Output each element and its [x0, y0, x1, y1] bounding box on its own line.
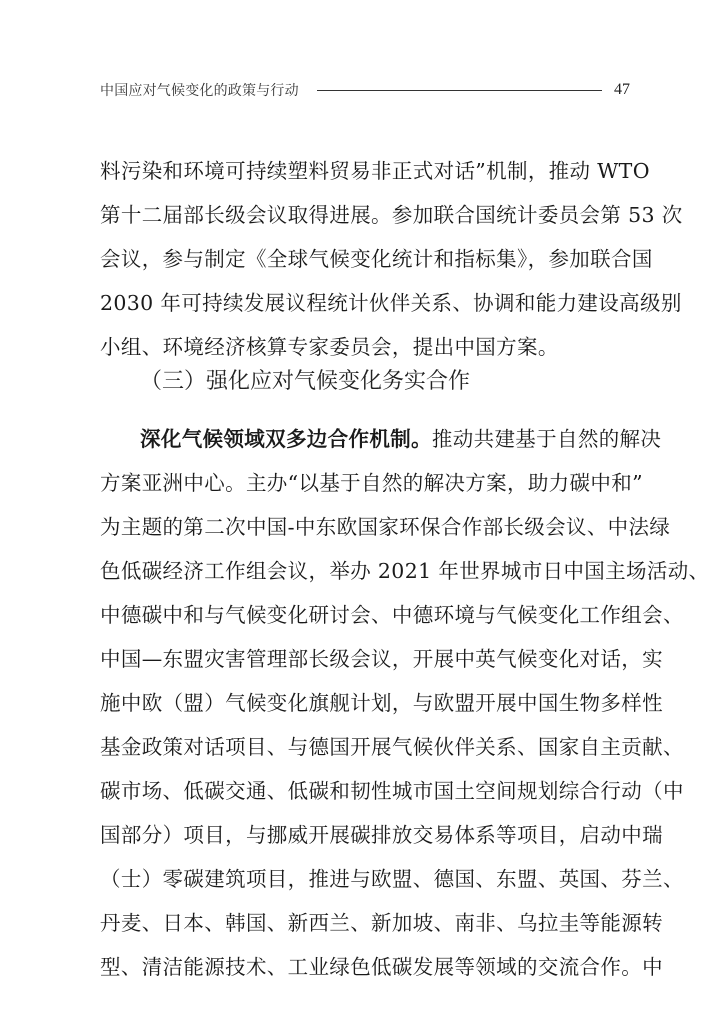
- section-heading: （三）强化应对气候变化务实合作: [140, 369, 471, 394]
- text-line: （士）零碳建筑项目，推进与欧盟、德国、东盟、英国、芬兰、: [100, 867, 684, 891]
- text-line: 为主题的第二次中国-中东欧国家环保合作部长级会议、中法绿: [100, 515, 671, 539]
- text-line: 会议，参与制定《全球气候变化统计和指标集》，参加联合国: [100, 247, 653, 271]
- text-line: 小组、环境经济核算专家委员会，提出中国方案。: [100, 335, 559, 359]
- text-line: 型、清洁能源技术、工业绿色低碳发展等领域的交流合作。中: [100, 955, 663, 979]
- header-title: 中国应对气候变化的政策与行动: [100, 83, 299, 99]
- running-header: [100, 78, 630, 102]
- page-number: 47: [614, 81, 630, 98]
- text-line: 施中欧（盟）气候变化旗舰计划，与欧盟开展中国生物多样性: [100, 691, 663, 715]
- text-line: 中德碳中和与气候变化研讨会、中德环境与气候变化工作组会、: [100, 603, 684, 627]
- text-line: 碳市场、低碳交通、低碳和韧性城市国土空间规划综合行动（中: [100, 779, 684, 803]
- text-line: 国部分）项目，与挪威开展碳排放交易体系等项目，启动中瑞: [100, 823, 663, 847]
- text-line: 丹麦、日本、韩国、新西兰、新加坡、南非、乌拉圭等能源转: [100, 911, 663, 935]
- text-line: 基金政策对话项目、与德国开展气候伙伴关系、国家自主贡献、: [100, 735, 684, 759]
- lead-bold-phrase: 深化气候领域双多边合作机制。: [140, 427, 432, 451]
- text-line: 色低碳经济工作组会议，举办 2021 年世界城市日中国主场活动、: [100, 559, 710, 583]
- text-line: 2030 年可持续发展议程统计伙伴关系、协调和能力建设高级别: [100, 291, 682, 315]
- text-line: 第十二届部长级会议取得进展。参加联合国统计委员会第 53 次: [100, 203, 683, 227]
- first-line-rest: 推动共建基于自然的解决: [431, 427, 662, 451]
- text-line-first: [140, 424, 662, 454]
- text-line: 方案亚洲中心。主办“以基于自然的解决方案，助力碳中和”: [100, 471, 643, 495]
- text-line: 料污染和环境可持续塑料贸易非正式对话”机制，推动 WTO: [100, 159, 650, 183]
- text-line: 中国—东盟灾害管理部长级会议，开展中英气候变化对话，实: [100, 647, 663, 671]
- header-rule: [317, 90, 602, 91]
